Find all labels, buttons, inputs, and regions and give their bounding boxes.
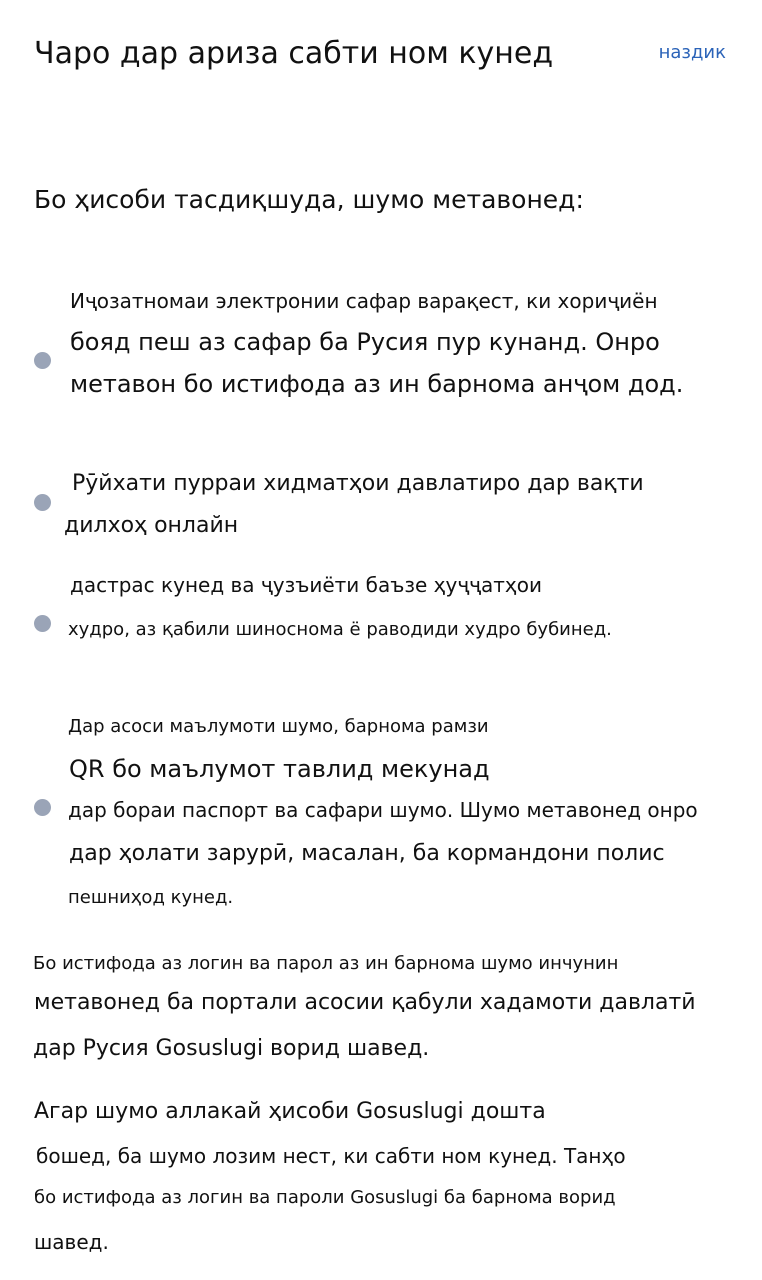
close-link[interactable]: наздик [658, 42, 726, 63]
bullet-icon [34, 799, 51, 816]
bullet-icon [34, 352, 51, 369]
page-title: Чаро дар ариза сабти ном кунед [34, 36, 554, 71]
paragraph-2-line-3: бо истифода аз логин ва пароли Gosuslugi ба барнома ворид [34, 1187, 616, 1208]
bullet-4-line-1: Дар асоси маълумоти шумо, барнома рамзи [68, 716, 489, 737]
bullet-3-line-2: худро, аз қабили шиноснома ё раводиди худро бубинед. [68, 619, 612, 640]
paragraph-2-line-2: бошед, ба шумо лозим нест, ки сабти ном кунед. Танҳо [36, 1144, 626, 1168]
bullet-4-line-3: дар бораи паспорт ва сафари шумо. Шумо метавонед онро [68, 798, 698, 822]
bullet-4-line-5: пешниҳод кунед. [68, 887, 234, 908]
bullet-2-line-1: Рӯйхати пурраи хидматҳои давлатиро дар вақти [72, 471, 644, 496]
bullet-4-line-4: дар ҳолати зарурӣ, масалан, ба кормандони полис [69, 841, 665, 866]
paragraph-1-line-3: дар Русия Gosuslugi ворид шавед. [33, 1036, 430, 1061]
bullet-icon [34, 615, 51, 632]
bullet-icon [34, 494, 51, 511]
paragraph-1-line-2: метавонед ба портали асосии қабули хадамоти давлатӣ [34, 990, 696, 1015]
paragraph-2-line-1: Агар шумо аллакай ҳисоби Gosuslugi дошта [34, 1099, 546, 1124]
bullet-1-line-2: бояд пеш аз сафар ба Русия пур кунанд. Онро [70, 328, 660, 356]
intro-text: Бо ҳисоби тасдиқшуда, шумо метавонед: [34, 185, 584, 214]
bullet-3-line-1: дастрас кунед ва ҷузъиёти баъзе ҳуҷҷатҳои [70, 573, 542, 597]
paragraph-1-line-1: Бо истифода аз логин ва парол аз ин барнома шумо инчунин [33, 953, 619, 974]
bullet-1-line-1: Иҷозатномаи электронии сафар варақест, ки хориҷиён [70, 289, 658, 313]
bullet-1-line-3: метавон бо истифода аз ин барнома анҷом дод. [70, 370, 684, 398]
bullet-4-line-2: QR бо маълумот тавлид мекунад [69, 755, 490, 783]
paragraph-2-line-4: шавед. [34, 1230, 109, 1254]
bullet-2-line-2: дилхоҳ онлайн [64, 513, 239, 538]
